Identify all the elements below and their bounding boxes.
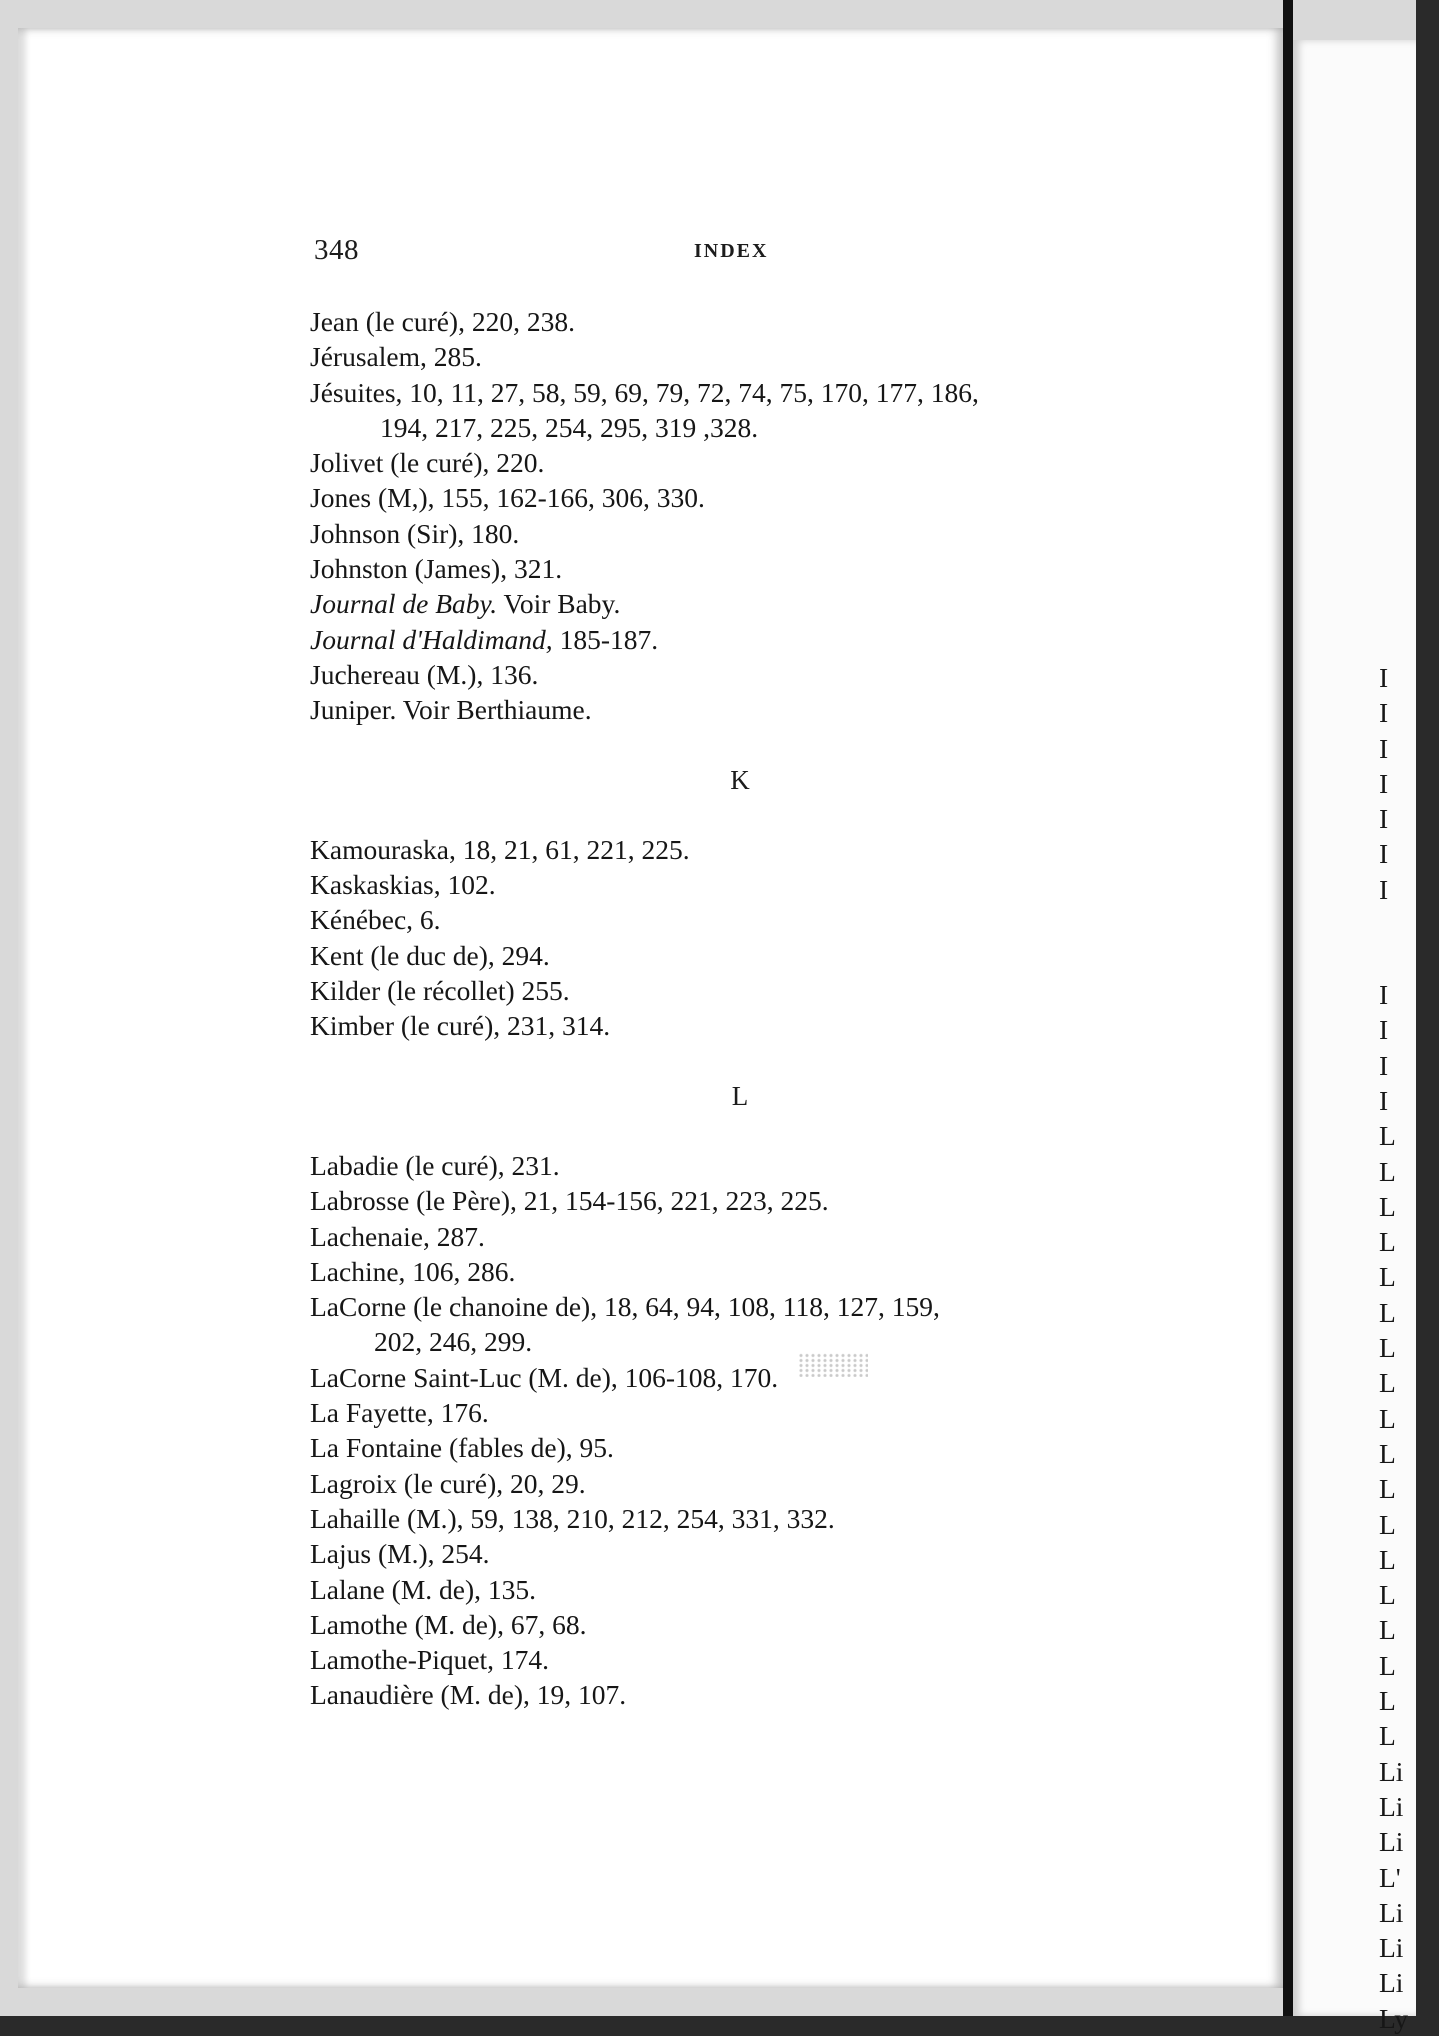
right-page-fragment: L [1379, 1296, 1396, 1328]
index-entry: Labrosse (le Père), 21, 154-156, 221, 223, 225. [310, 1185, 829, 1217]
right-page-fragment: Li [1379, 1755, 1404, 1787]
index-entry [310, 622, 1190, 657]
right-page-fragment: L [1379, 1155, 1396, 1187]
index-entry: Jones (M,), 155, 162-166, 306, 330. [310, 482, 705, 514]
index-entry: Lachenaie, 287. [310, 1220, 485, 1252]
right-page-fragment: L [1379, 1543, 1396, 1575]
right-page-fragment: Li [1379, 1932, 1404, 1964]
right-page-fragment: L [1379, 1685, 1396, 1717]
index-entry-reference: Voir Baby. [497, 588, 621, 620]
index-entry-continuation: 202, 246, 299. [374, 1326, 533, 1358]
index-entry: Lagroix (le curé), 20, 29. [310, 1467, 586, 1499]
right-page-fragment: I [1379, 662, 1389, 693]
right-page-fragment: L [1379, 1120, 1396, 1152]
right-page-fragment: L [1379, 1579, 1396, 1611]
index-entry: Jean (le curé), 220, 238. [310, 306, 575, 337]
index-entry-reference: 185-187. [552, 623, 659, 655]
right-page-fragment: I [1379, 1084, 1389, 1116]
right-page-fragment: I [1379, 803, 1389, 835]
right-page-fragment: I [1379, 1049, 1389, 1081]
index-entry: Kilder (le récollet) 255. [310, 975, 570, 1007]
right-page-fragment: Li [1379, 1896, 1404, 1928]
index-entry: Lamothe-Piquet, 174. [310, 1644, 550, 1676]
index-entry: Juchereau (M.), 136. [310, 658, 539, 690]
index-entry: Lajus (M.), 254. [310, 1538, 490, 1570]
right-page-fragment: L [1379, 1190, 1396, 1222]
index-body [310, 304, 1190, 1713]
index-entry: Lahaille (M.), 59, 138, 210, 212, 254, 331, 332. [310, 1502, 835, 1534]
page-number: 348 [314, 234, 359, 266]
index-entry: LaCorne (le chanoine de), 18, 64, 94, 108, 118, 127, 159, [310, 1291, 940, 1323]
index-entry [310, 586, 1190, 621]
right-page-fragment: I [1379, 697, 1389, 729]
index-entry: Kamouraska, 18, 21, 61, 221, 225. [310, 833, 690, 865]
right-page-fragment: Li [1379, 1790, 1404, 1822]
index-entry: La Fayette, 176. [310, 1397, 489, 1429]
index-entry: Lanaudière (M. de), 19, 107. [310, 1679, 627, 1711]
index-entry-title: Journal d'Haldimand, [310, 623, 553, 655]
index-entry: Kaskaskias, 102. [310, 869, 496, 901]
right-page-fragment: L [1379, 1367, 1396, 1399]
index-entry: Jolivet (le curé), 220. [310, 447, 545, 479]
right-page-fragment: L [1379, 1402, 1396, 1434]
page-title: INDEX [694, 240, 769, 262]
left-page [18, 28, 1283, 1988]
index-entry: Kimber (le curé), 231, 314. [310, 1010, 611, 1042]
right-page-fragment: L [1379, 1508, 1396, 1540]
index-entry-continuation: 194, 217, 225, 254, 295, 319 ,328. [380, 411, 759, 443]
right-page-fragment [1379, 907, 1439, 977]
index-entry: Jésuites, 10, 11, 27, 58, 59, 69, 79, 72, 74, 75, 170, 177, 186, [310, 376, 979, 408]
right-page-text-fragments [1379, 660, 1439, 2036]
index-entry: La Fontaine (fables de), 95. [310, 1432, 614, 1464]
right-page-fragment: L [1379, 1226, 1396, 1258]
index-entry: Kent (le duc de), 294. [310, 939, 550, 971]
right-page-fragment: I [1379, 838, 1389, 870]
right-page-fragment: Li [1379, 1826, 1404, 1858]
index-entry: Kénébec, 6. [310, 904, 441, 936]
book-gutter [1283, 0, 1293, 2016]
right-page-fragment: L [1379, 1332, 1396, 1364]
right-page-edge [1293, 40, 1416, 2034]
right-page-fragment: L [1379, 1720, 1396, 1752]
index-entry: Lachine, 106, 286. [310, 1255, 516, 1287]
index-entry: Labadie (le curé), 231. [310, 1149, 560, 1181]
right-page-fragment: I [1379, 732, 1389, 764]
right-page-fragment: L [1379, 1614, 1396, 1646]
right-page-fragment: L [1379, 1473, 1396, 1505]
index-entry: Juniper. Voir Berthiaume. [310, 694, 592, 726]
index-entry: Lamothe (M. de), 67, 68. [310, 1608, 587, 1640]
right-page-fragment: L [1379, 1649, 1396, 1681]
right-page-fragment: Li [1379, 1967, 1404, 1999]
index-entry: Johnston (James), 321. [310, 553, 563, 585]
index-entry: Jérusalem, 285. [310, 341, 482, 373]
right-page-fragment: I [1379, 1014, 1389, 1046]
running-head [314, 234, 1164, 274]
index-entry: Lalane (M. de), 135. [310, 1573, 537, 1605]
section-heading-l: L [731, 1080, 749, 1111]
right-page-fragment: I [1379, 873, 1389, 905]
index-entry: Johnson (Sir), 180. [310, 517, 520, 549]
right-page-fragment: L [1379, 1437, 1396, 1469]
ink-smudge [798, 1353, 868, 1377]
right-page-fragment: L' [1379, 1861, 1401, 1893]
right-page-fragment: L [1379, 1261, 1396, 1293]
right-page-fragment: I [1379, 767, 1389, 799]
section-heading-k: K [730, 764, 750, 795]
index-entry-title: Journal de Baby. [310, 588, 498, 620]
right-page-fragment: I [1379, 979, 1389, 1011]
right-page-fragment: Ly [1379, 2002, 1409, 2034]
index-entry: LaCorne Saint-Luc (M. de), 106-108, 170. [310, 1361, 779, 1393]
